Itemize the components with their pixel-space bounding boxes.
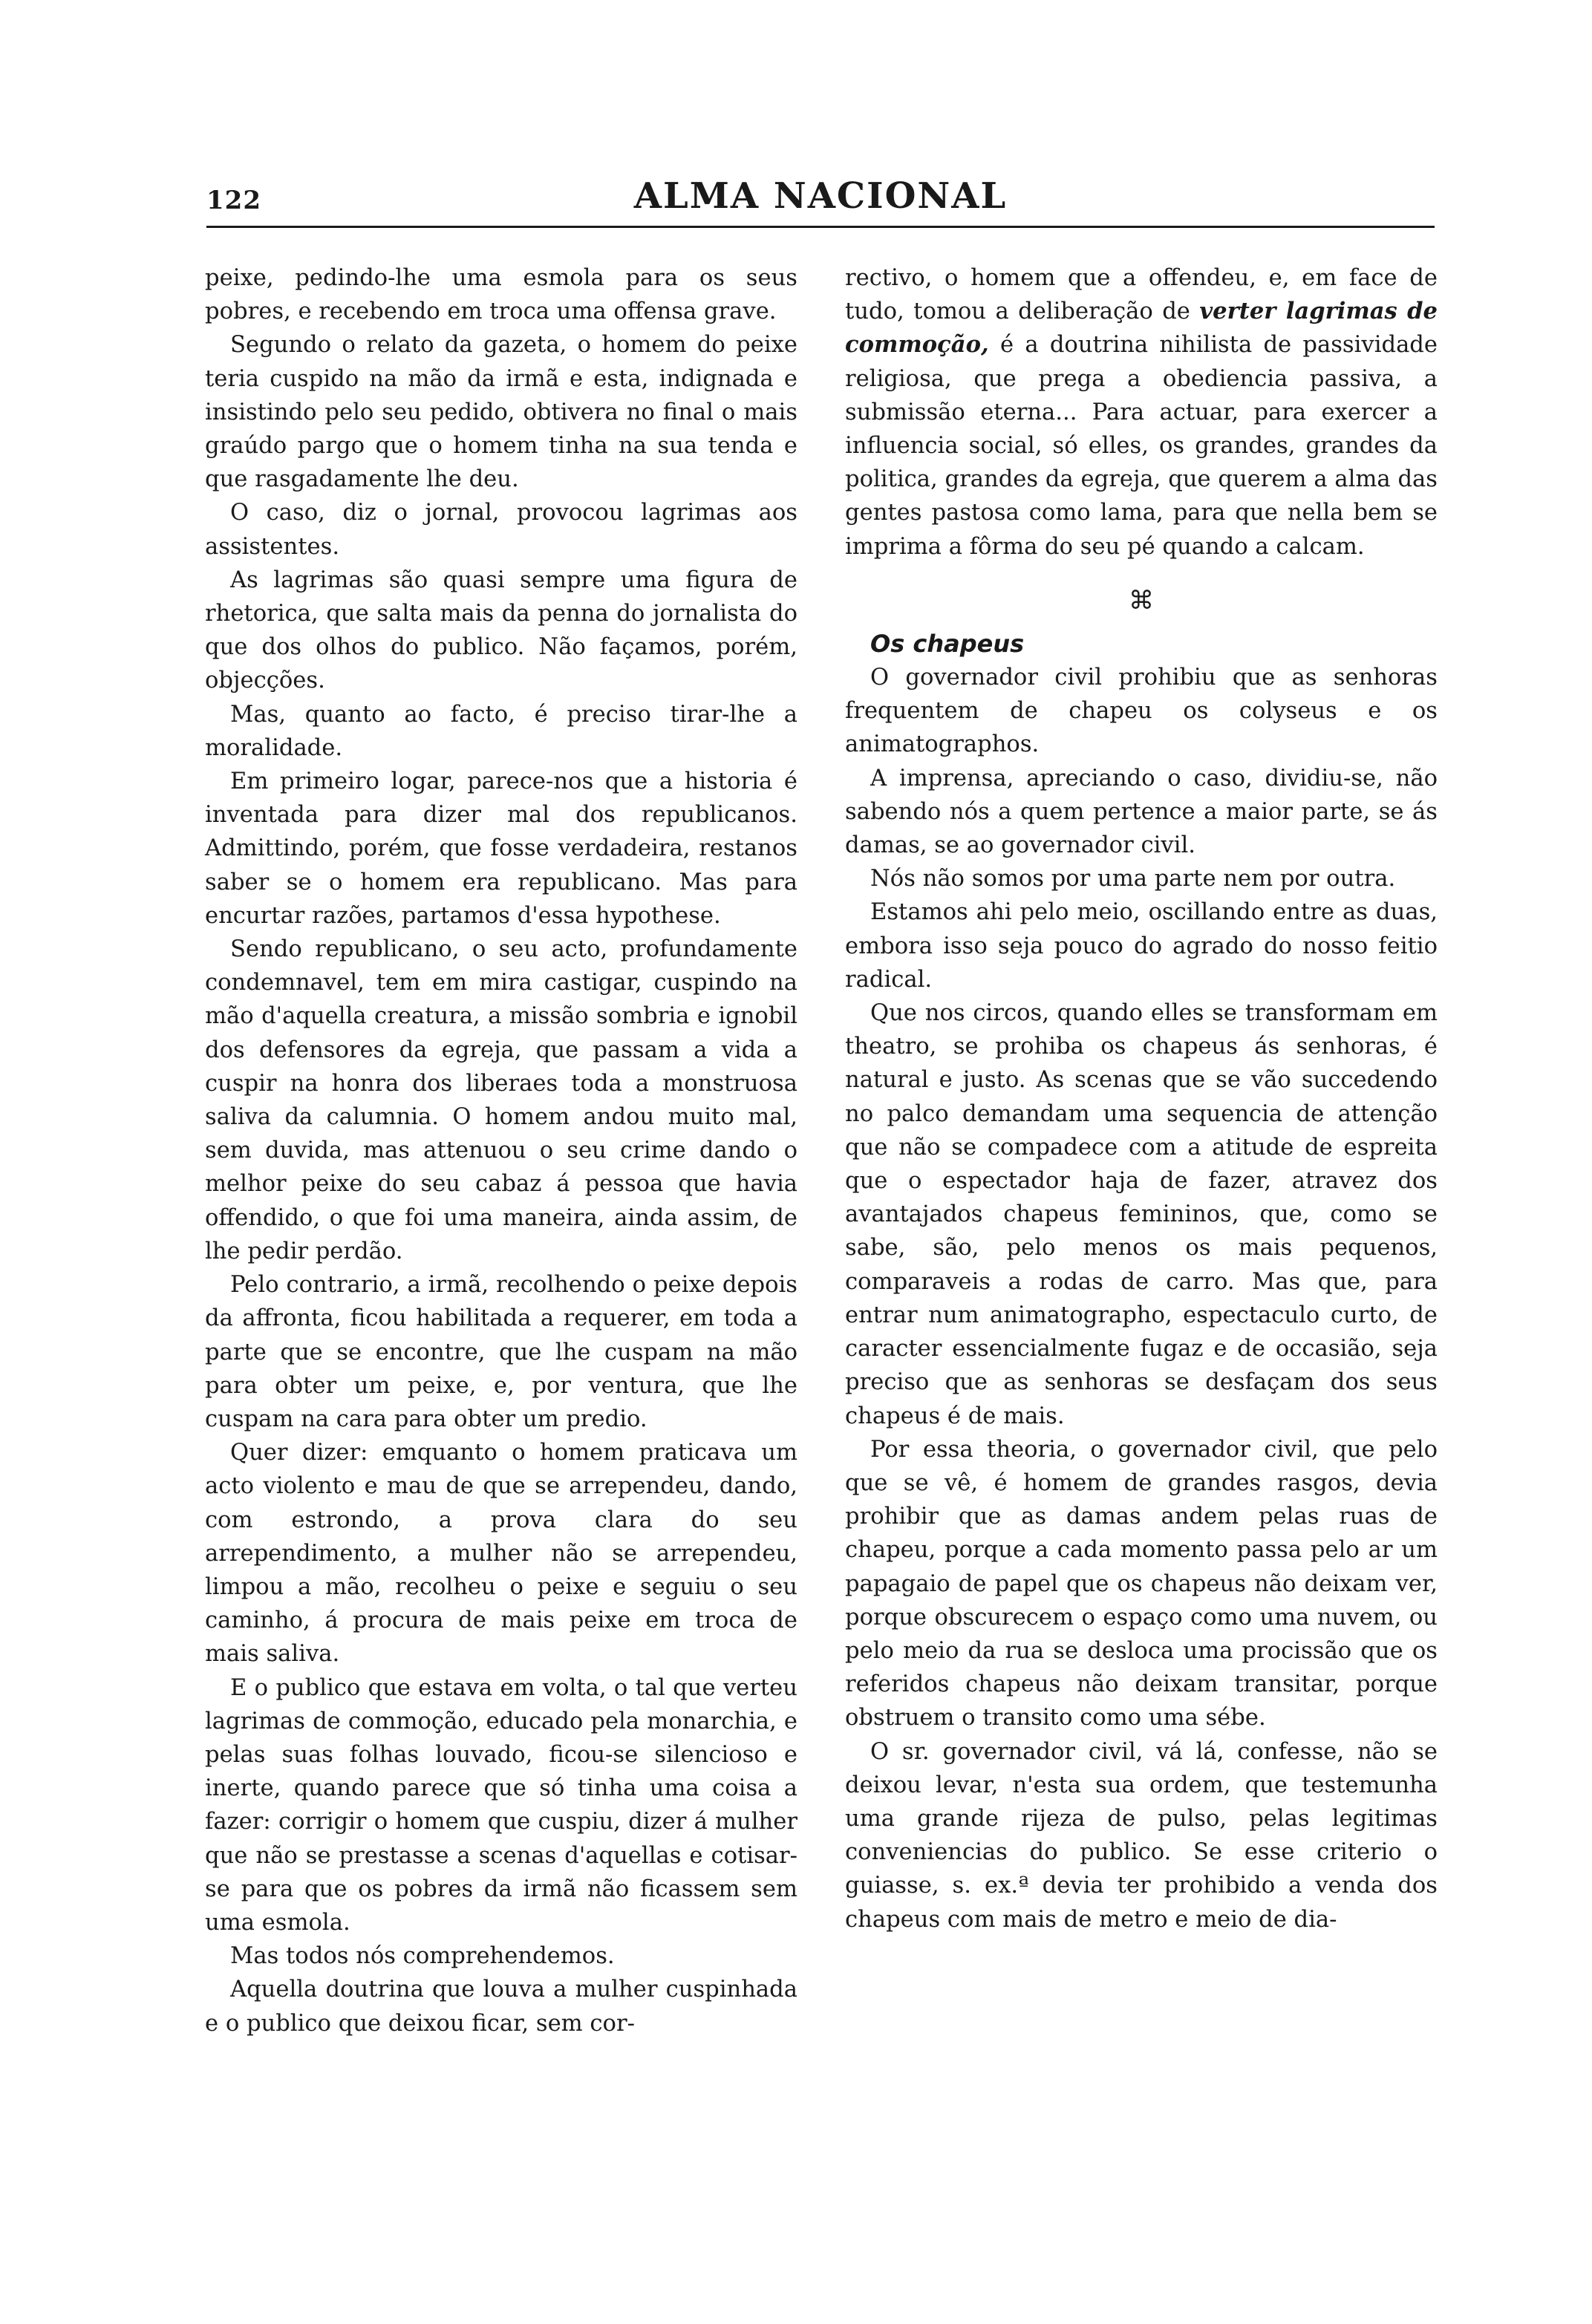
paragraph: A imprensa, apreciando o caso, dividiu-se, não sabendo nós a quem pertence a maior parte, se ás damas, se ao governador civil. (845, 765, 1438, 859)
paragraph: Que nos circos, quando elles se transformam em theatro, se prohiba os chapeus ás senhoras, é natural e justo. As scenas que se vão succedendo no palco demandam uma sequencia de attenção que não se compadece com a atitude de espreita que o espectador haja de fazer, atravez dos avantajados chapeus femininos, que, como se sabe, são, pelo menos os mais pequenos, comparaveis a rodas de carro. Mas que, para entrar num animatographo, espectaculo curto, de caracter essencialmente fugaz e de occasião, seja preciso que as senhoras se desfaçam dos seus chapeus é de mais. (845, 1000, 1438, 1429)
page-number: 122 (206, 186, 261, 215)
paragraph: Em primeiro logar, parece-nos que a historia é inventada para dizer mal dos republicanos. Admittindo, porém, que fosse verdadeira, restanos saber se o homem era republicano. Mas para encurtar razões, partamos d'essa hypothese. (205, 768, 797, 929)
running-title: ALMA NACIONAL (633, 175, 1008, 217)
paragraph: Sendo republicano, o seu acto, profundamente condemnavel, tem em mira castigar, cuspindo na mão d'aquella creatura, a missão sombria e ignobil dos defensores da egreja, que passam a vida a cuspir na honra dos liberaes toda a monstruosa saliva da calumnia. O homem andou muito mal, sem duvida, mas attenuou o seu crime dando o melhor peixe do seu cabaz á pessoa que havia offendido, o que foi uma maneira, ainda assim, de lhe pedir perdão. (205, 936, 797, 1264)
paragraph: Mas, quanto ao facto, é preciso tirar-lhe a moralidade. (205, 701, 797, 761)
paragraph: Aquella doutrina que louva a mulher cuspinhada e o publico que deixou ficar, sem cor- (205, 1977, 797, 2037)
paragraph: Por essa theoria, o governador civil, que pelo que se vê, é homem de grandes rasgos, devia prohibir que as damas andem pelas ruas de chapeu, porque a cada momento passa pelo ar um papagaio de papel que os chapeus não deixam ver, porque obscurecem o espaço como uma nuvem, ou pelo meio da rua se desloca uma procissão que os referidos chapeus não deixam transitar, porque obstruem o transito como uma sébe. (845, 1436, 1438, 1731)
paragraph: O sr. governador civil, vá lá, confesse, não se deixou levar, n'esta sua ordem, que testemunha uma grande rijeza de pulso, pelas legitimas conveniencias do publico. Se esse criterio o guiasse, s. ex.ª devia ter prohibido a venda dos chapeus com mais de metro e meio de dia- (845, 1738, 1438, 1933)
page-header (206, 175, 1435, 227)
left-column (205, 261, 797, 2040)
emphasized-phrase: verter lagrimas de commoção, (845, 298, 1438, 359)
paragraph: Segundo o relato da gazeta, o homem do peixe teria cuspido na mão da irmã e esta, indignada e insistindo pelo seu pedido, obtivera no final o mais graúdo pargo que o homem tinha na sua tenda e que rasgadamente lhe deu. (205, 332, 797, 493)
paragraph: Pelo contrario, a irmã, recolhendo o peixe depois da affronta, ficou habilitada a requerer, em toda a parte que se encontre, que lhe cuspam na mão para obter um peixe, e, por ventura, que lhe cuspam na cara para obter um predio. (205, 1272, 797, 1432)
section-title: Os chapeus (870, 629, 1025, 658)
text-run: rectivo, o homem que a offendeu, e, em face de tudo, tomou a deliberação de (845, 265, 1438, 325)
paragraph: Quer dizer: emquanto o homem praticava um acto violento e mau de que se arrependeu, dando, com estrondo, a prova clara do seu arrependimento, a mulher não se arrependeu, limpou a mão, recolheu o peixe e seguiu o seu caminho, á procura de mais peixe em troca de mais saliva. (205, 1440, 797, 1668)
paragraph: Mas todos nós comprehendemos. (230, 1943, 615, 1970)
paragraph: O governador civil prohibiu que as senhoras frequentem de chapeu os colyseus e os animatographos. (845, 665, 1438, 758)
paragraph: Nós não somos por uma parte nem por outra. (870, 866, 1396, 892)
text-run: é a doutrina nihilista de passividade religiosa, que prega a obediencia passiva, a submissão eterna... Para actuar, para exercer a influencia social, só elles, os grandes, grandes da politica, grandes da egreja, que querem a alma das gentes pastosa como lama, para que nella bem se imprima a fôrma do seu pé quando a calcam. (845, 332, 1438, 560)
paragraph: peixe, pedindo-lhe uma esmola para os seus pobres, e recebendo em troca uma offensa grave. (205, 265, 797, 325)
paragraph: As lagrimas são quasi sempre uma figura de rhetorica, que salta mais da penna do jornalista do que dos olhos do publico. Não façamos, porém, objecções. (205, 567, 797, 694)
paragraph: Estamos ahi pelo meio, oscillando entre as duas, embora isso seja pouco do agrado do nosso feitio radical. (845, 899, 1438, 993)
paragraph: E o publico que estava em volta, o tal que verteu lagrimas de commoção, educado pela monarchia, e pelas suas folhas louvado, ficou-se silencioso e inerte, quando parece que só tinha uma coisa a fazer: corrigir o homem que cuspiu, dizer á mulher que não se prestasse a scenas d'aquellas e cotisar-se para que os pobres da irmã não ficassem sem uma esmola. (205, 1674, 797, 1936)
header-rule (206, 226, 1435, 228)
continued-paragraph (845, 261, 1438, 564)
right-column (845, 261, 1438, 1936)
paragraph: O caso, diz o jornal, provocou lagrimas aos assistentes. (205, 500, 797, 560)
section-ornament: ⌘ (1129, 585, 1154, 616)
